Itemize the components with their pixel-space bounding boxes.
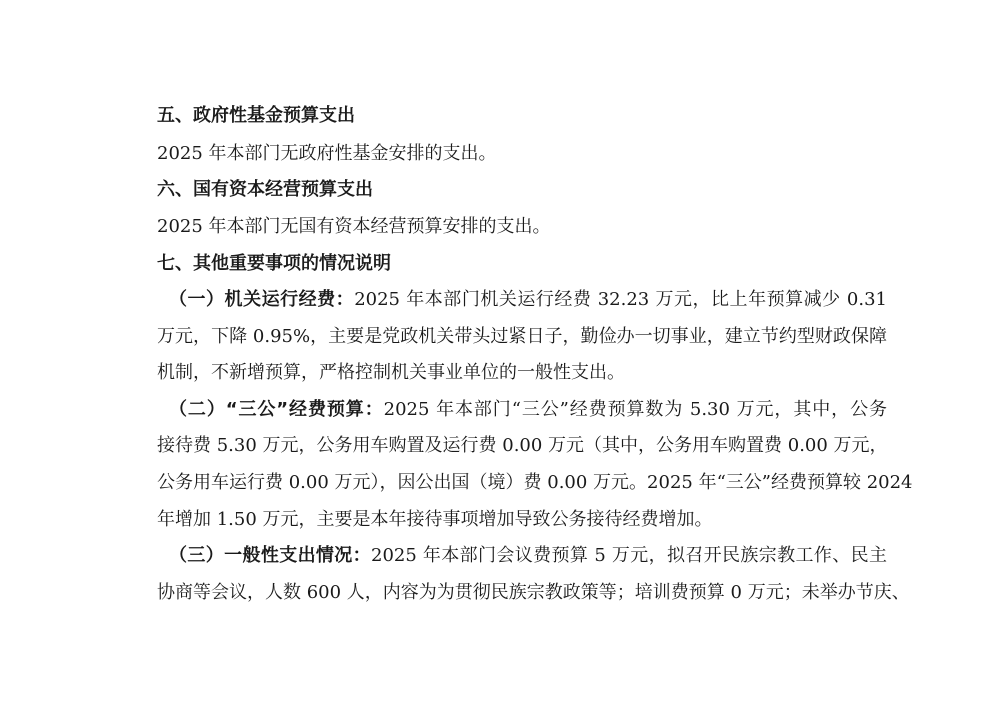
- item-3-text: 2025 年本部门会议费预算 5 万元，拟召开民族宗教工作、民主: [371, 545, 887, 566]
- item-2-line-4: 年增加 1.50 万元，主要是本年接待事项增加导致公务接待经费增加。: [157, 509, 713, 530]
- item-1-text: 2025 年本部门机关运行经费 32.23 万元，比上年预算减少 0.31: [354, 289, 887, 310]
- item-2-line-1: [169, 397, 887, 423]
- section-heading-6: 六、国有资本经营预算支出: [157, 179, 373, 200]
- item-2-text: 2025 年本部门“三公”经费预算数为 5.30 万元，其中，公务: [383, 399, 887, 420]
- item-1-line-2: 万元，下降 0.95%，主要是党政机关带头过紧日子，勤俭办一切事业，建立节约型财政保障: [157, 326, 887, 347]
- item-2-line-2: 接待费 5.30 万元，公务用车购置及运行费 0.00 万元（其中，公务用车购置费 0.00 万元，: [157, 435, 888, 456]
- item-3-label: （三）一般性支出情况：: [169, 545, 372, 566]
- item-3-line-2: 协商等会议，人数 600 人，内容为为贯彻民族宗教政策等；培训费预算 0 万元；未举办节庆、: [157, 582, 910, 603]
- item-1-line-3: 机制，不新增预算，严格控制机关事业单位的一般性支出。: [157, 362, 625, 383]
- item-2-line-3: 公务用车运行费 0.00 万元），因公出国（境）费 0.00 万元。2025 年“三公”经费预算较 2024: [157, 472, 913, 493]
- item-2-label: （二）“三公”经费预算：: [169, 399, 384, 420]
- section-heading-7: 七、其他重要事项的情况说明: [157, 253, 391, 274]
- section-heading-5: 五、政府性基金预算支出: [157, 105, 355, 126]
- section-body-5: 2025 年本部门无政府性基金安排的支出。: [157, 143, 497, 164]
- section-body-6: 2025 年本部门无国有资本经营预算安排的支出。: [157, 216, 551, 237]
- item-1-line-1: [169, 287, 887, 313]
- item-1-label: （一）机关运行经费：: [169, 289, 355, 310]
- item-3-line-1: [169, 543, 887, 569]
